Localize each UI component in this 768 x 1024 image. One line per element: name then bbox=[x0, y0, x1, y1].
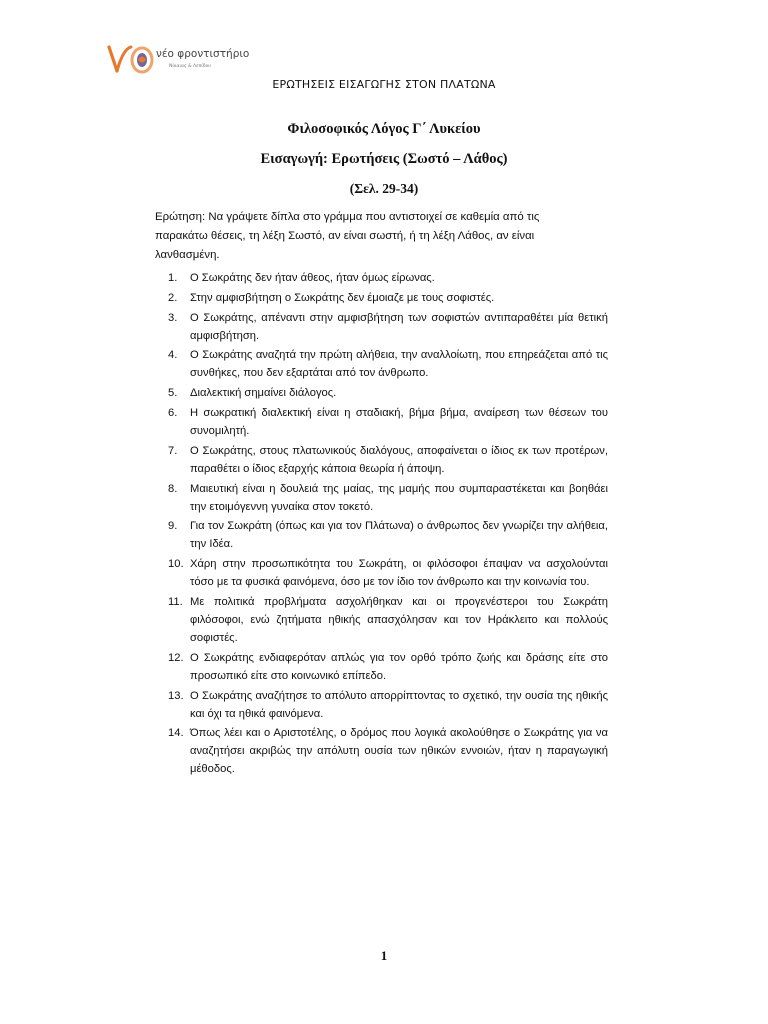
question-text: Διαλεκτική σημαίνει διάλογος. bbox=[190, 387, 337, 400]
question-number: 14. bbox=[168, 727, 184, 740]
question-number: 9. bbox=[168, 520, 178, 533]
question-item bbox=[168, 442, 608, 478]
question-text: Χάρη στην προσωπικότητα του Σωκράτη, οι φιλόσοφοι έπαψαν να ασχολούνται τόσο με τα φυσικά φαινόμενα, όσο με τον ίδιο τον άνθρωπο και την κοινωνία του. bbox=[190, 558, 608, 589]
header-title: ΕΡΩΤΗΣΕΙΣ ΕΙΣΑΓΩΓΗΣ ΣΤΟΝ ΠΛΑΤΩΝΑ bbox=[272, 78, 496, 91]
question-number: 4. bbox=[168, 349, 178, 362]
question-number: 11. bbox=[168, 595, 183, 608]
question-text: Στην αμφισβήτηση ο Σωκράτης δεν έμοιαζε με τους σοφιστές. bbox=[190, 291, 495, 304]
question-item bbox=[168, 593, 608, 647]
pages-reference: (Σελ. 29-34) bbox=[349, 181, 419, 196]
question-text: Ο Σωκράτης δεν ήταν άθεος, ήταν όμως είρωνας. bbox=[190, 272, 435, 284]
logo-mark-icon bbox=[105, 41, 157, 77]
question-item bbox=[168, 309, 608, 345]
course-title: Φιλοσοφικός Λόγος Γ΄ Λυκείου bbox=[287, 121, 481, 137]
question-text: Ο Σωκράτης, στους πλατωνικούς διαλόγους, αποφαίνεται ο ίδιος εκ των προτέρων, παραθέτει ο ίδιος εξαρχής κάποια θεωρία ή άποψη. bbox=[190, 444, 608, 475]
question-item bbox=[168, 404, 608, 440]
question-item bbox=[168, 384, 608, 402]
question-item bbox=[168, 517, 608, 553]
question-number: 5. bbox=[168, 387, 178, 400]
question-text: Όπως λέει και ο Αριστοτέλης, ο δρόμος που λογικά ακολούθησε ο Σωκράτης για να αναζητήσει ακριβώς την απόλυτη ουσία των ηθικών εννοιών, ήταν η παραγωγική μέθοδος. bbox=[190, 727, 608, 776]
question-number: 10. bbox=[168, 558, 184, 571]
question-number: 12. bbox=[168, 651, 184, 664]
question-number: 1. bbox=[168, 272, 178, 284]
question-item bbox=[168, 346, 608, 382]
brand-logo bbox=[105, 41, 250, 77]
question-text: Ο Σωκράτης ενδιαφερόταν απλώς για τον ορθό τρόπο ζωής και δράσης είτε στο προσωπικό είτε στο κοινωνικό επίπεδο. bbox=[190, 651, 608, 682]
logo-name: νέο φροντιστήριο bbox=[156, 48, 250, 60]
page-number: 1 bbox=[380, 948, 388, 963]
question-number: 7. bbox=[168, 444, 178, 457]
logo-tagline: Νίκαιας & Λεπίδου bbox=[169, 64, 211, 69]
instructions-paragraph: Ερώτηση: Να γράψετε δίπλα στο γράμμα που αντιστοιχεί σε καθεμία από τις παρακάτω θέσεις, τη λέξη Σωστό, αν είναι σωστή, ή τη λέξη Λάθος, αν είναι λανθασμένη. bbox=[155, 211, 540, 261]
question-number: 13. bbox=[168, 689, 184, 702]
question-item bbox=[168, 649, 608, 685]
question-item bbox=[168, 724, 608, 778]
question-text: Με πολιτικά προβλήματα ασχολήθηκαν και οι προγενέστεροι του Σωκράτη φιλόσοφοι, ενώ ζητήματα ηθικής απασχόλησαν και τον Ηράκλειτο και πολλούς σοφιστές. bbox=[190, 595, 608, 644]
question-text: Μαιευτική είναι η δουλειά της μαίας, της μαμής που συμπαραστέκεται και βοηθάει την ετοιμόγεννη γυναίκα στον τοκετό. bbox=[190, 482, 608, 513]
question-item bbox=[168, 687, 608, 723]
questions-list bbox=[168, 269, 608, 780]
question-item bbox=[168, 480, 608, 516]
question-item bbox=[168, 289, 608, 307]
question-text: Για τον Σωκράτη (όπως και για τον Πλάτωνα) ο άνθρωπος δεν γνωρίζει την αλήθεια, την Ιδέα. bbox=[190, 520, 608, 551]
question-item bbox=[168, 269, 608, 287]
question-text: Ο Σωκράτης, απέναντι στην αμφισβήτηση των σοφιστών αντιπαραθέτει μία θετική αμφισβήτηση. bbox=[190, 311, 608, 342]
question-number: 6. bbox=[168, 406, 178, 419]
question-number: 8. bbox=[168, 482, 178, 495]
question-text: Η σωκρατική διαλεκτική είναι η σταδιακή, βήμα βήμα, αναίρεση των θέσεων του συνομιλητή. bbox=[190, 406, 608, 437]
question-number: 3. bbox=[168, 311, 178, 324]
question-number: 2. bbox=[168, 291, 178, 304]
question-text: Ο Σωκράτης αναζήτησε το απόλυτο απορρίπτοντας το σχετικό, την ουσία της ηθικής και όχι τα ηθικά φαινόμενα. bbox=[190, 689, 608, 720]
section-title: Εισαγωγή: Ερωτήσεις (Σωστό – Λάθος) bbox=[260, 151, 508, 167]
question-text: Ο Σωκράτης αναζητά την πρώτη αλήθεια, την αναλλοίωτη, που επηρεάζεται από τις συνθήκες, που δεν εξαρτάται από τον άνθρωπο. bbox=[190, 349, 608, 380]
question-item bbox=[168, 555, 608, 591]
